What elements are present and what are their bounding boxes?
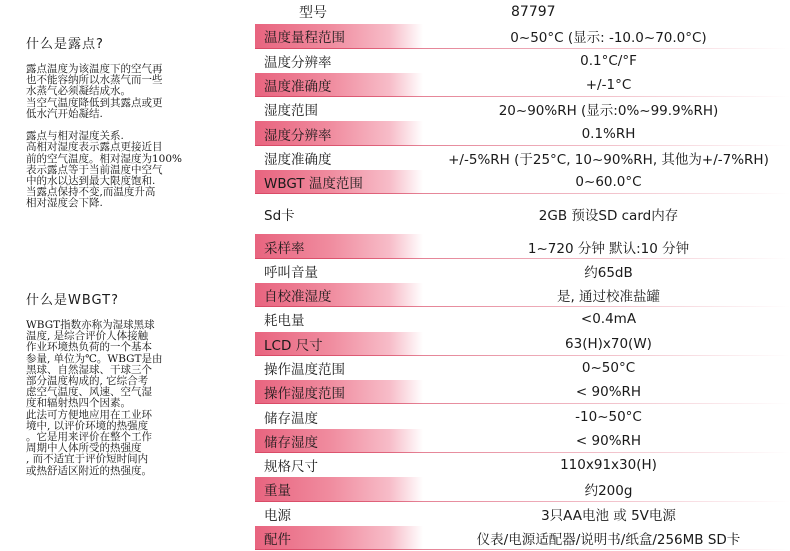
wbgt-explanation: WBGT指数亦称为湿球黑球 温度, 是综合评价人体接触 作业环境热负荷的一个基本 参量, 单位为℃。WBGT是由 黑球、自然湿球、干球三个 部分温度构成的, 它综合考 虑空气温度、风速、空气湿 度和辐射热四个因素。 此法可方便地应用在工业环 境中, 以评价环境的热强度 。它是用来评价在整个工作 周期中人体所受的热强度 , 而不适宜于评价短时间内 或热舒适区附近的热强度。 — [26, 319, 163, 477]
spec-label: 温度分辨率 — [264, 54, 332, 71]
spec-value: 0.1°C/°F — [580, 52, 637, 69]
spec-label: Sd卡 — [264, 208, 295, 225]
spec-label: 储存温度 — [264, 410, 318, 427]
spec-row — [255, 307, 790, 331]
wbgt-question-title: 什么是WBGT? — [26, 293, 119, 308]
spec-value: 63(H)x70(W) — [565, 335, 652, 352]
spec-value: 0~50°C (显示: -10.0~70.0°C) — [510, 30, 707, 47]
spec-value: -10~50°C — [575, 408, 642, 425]
spec-row — [255, 146, 790, 170]
spec-value: 约65dB — [584, 264, 633, 281]
spec-row — [255, 502, 790, 526]
spec-label: 温度量程范围 — [255, 24, 423, 48]
spec-table — [255, 0, 790, 550]
spec-row — [255, 404, 790, 428]
spec-label: 耗电量 — [264, 313, 305, 330]
spec-row — [255, 283, 790, 307]
spec-value: 0~60.0°C — [575, 174, 642, 191]
spec-label: 湿度分辨率 — [255, 121, 423, 145]
dew-point-question-title: 什么是露点? — [26, 37, 104, 52]
spec-label: 呼叫音量 — [264, 264, 318, 281]
spec-value: < 90%RH — [575, 432, 642, 449]
spec-rows — [255, 24, 790, 550]
spec-value: 0.1%RH — [581, 125, 636, 142]
spec-row — [255, 97, 790, 121]
spec-row — [255, 453, 790, 477]
model-label: 型号 — [299, 5, 327, 22]
spec-row — [255, 73, 790, 97]
spec-row — [255, 234, 790, 258]
spec-label: 采样率 — [255, 234, 423, 258]
spec-label: 重量 — [255, 477, 423, 501]
spec-value: <0.4mA — [580, 311, 637, 328]
spec-label: 自校准湿度 — [255, 283, 423, 307]
dew-point-explanation: 露点温度为该温度下的空气再 也不能容纳所以水蒸气而一些 水蒸气必须凝结成水。 当空气温度降低到其露点或更 低水汽开始凝结. 露点与相对湿度关系. 高相对湿度表示露点更接近目 前的空气温度。相对湿度为100% 表示露点等于当前温度中空气 中的水以达到最大限度饱和. 当露点保持不变,而温度升高 相对湿度会下降. — [26, 63, 183, 210]
spec-value: 110x91x30(H) — [560, 457, 657, 474]
spec-row — [255, 49, 790, 73]
spec-value: 约200g — [584, 483, 633, 500]
spec-row — [255, 170, 790, 194]
spec-label: 配件 — [255, 526, 423, 550]
spec-label: LCD 尺寸 — [255, 332, 423, 356]
spec-value: < 90%RH — [575, 384, 642, 401]
spec-row — [255, 24, 790, 48]
spec-value: 20~90%RH (显示:0%~99.9%RH) — [498, 103, 719, 120]
spec-row — [255, 356, 790, 380]
model-value: 87797 — [511, 4, 556, 21]
spec-row — [255, 526, 790, 550]
spec-table-header — [255, 0, 790, 24]
spec-value: 0~50°C — [581, 360, 636, 376]
spec-label: 规格尺寸 — [264, 459, 318, 476]
spec-value: 2GB 预设SD card内存 — [538, 208, 679, 225]
spec-label: 储存湿度 — [255, 429, 423, 453]
spec-row — [255, 259, 790, 283]
spec-label: 操作温度范围 — [264, 362, 345, 378]
spec-value: +/-5%RH (于25°C, 10~90%RH, 其他为+/-7%RH) — [448, 151, 769, 168]
spec-label: 湿度准确度 — [264, 151, 332, 168]
spec-label: 湿度范围 — [264, 103, 318, 120]
spec-value: +/-1°C — [585, 77, 632, 94]
spec-value: 是, 通过校准盐罐 — [556, 289, 661, 306]
spec-value: 仪表/电源适配器/说明书/纸盒/256MB SD卡 — [476, 532, 741, 549]
spec-row — [255, 121, 790, 145]
spec-label: 温度准确度 — [255, 73, 423, 97]
spec-label: 操作湿度范围 — [255, 380, 423, 404]
spec-row — [255, 332, 790, 356]
spec-row — [255, 477, 790, 501]
spec-row — [255, 429, 790, 453]
spec-row — [255, 380, 790, 404]
spec-row — [255, 194, 790, 234]
spec-label: 电源 — [264, 507, 291, 524]
spec-value: 3只AA电池 或 5V电源 — [541, 507, 676, 524]
spec-label: WBGT 温度范围 — [255, 170, 423, 194]
spec-value: 1~720 分钟 默认:10 分钟 — [527, 240, 690, 257]
